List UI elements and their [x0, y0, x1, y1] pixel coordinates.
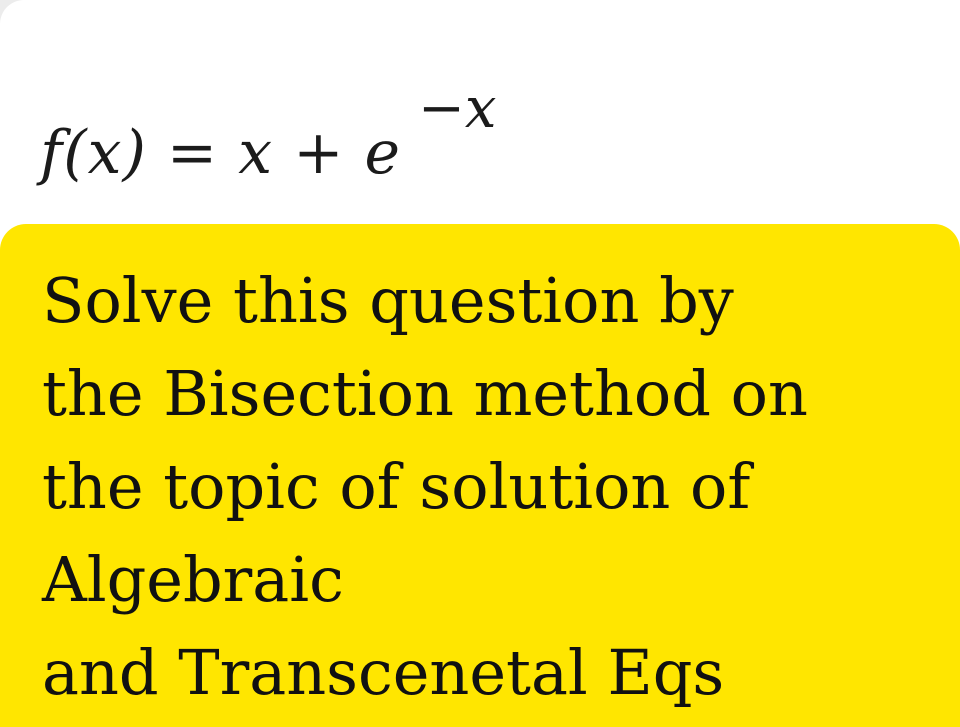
question-text — [42, 254, 808, 719]
highlighted-question-block — [0, 224, 960, 727]
question-line: the topic of solution of — [42, 450, 751, 523]
formula-exponent: −x — [418, 76, 497, 141]
question-line: Solve this question by — [42, 264, 734, 337]
question-line: Algebraic — [42, 543, 344, 616]
math-formula — [40, 76, 640, 196]
question-line: the Bisection method on — [42, 357, 808, 430]
question-line: and Transcenetal Eqs — [42, 636, 725, 709]
formula-expression: f(x) = x + e — [40, 118, 402, 188]
